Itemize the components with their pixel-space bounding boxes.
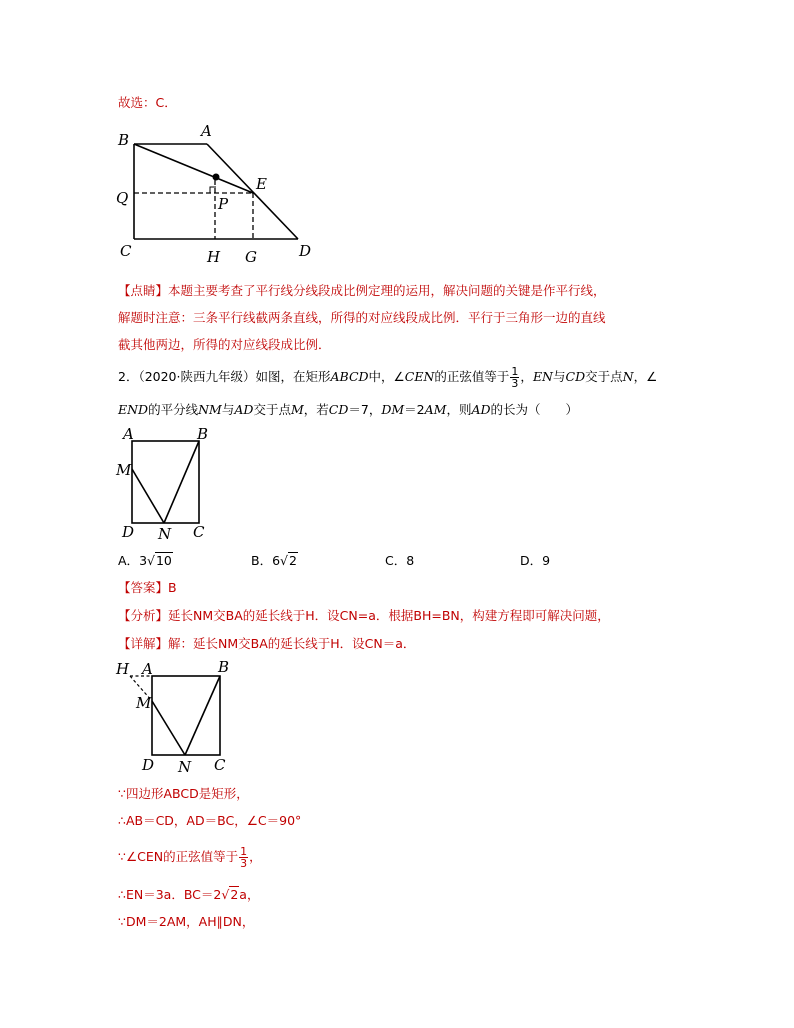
q2-text: 与 [553,369,566,384]
fig3-label-D: D [142,756,155,774]
fig2-label-M: M [116,461,132,479]
option-a: A．3√10 [118,553,172,568]
q2-text: ，∠ [633,369,658,384]
q2-text: ，则 [446,402,472,417]
q2-var: M [290,402,304,417]
fig3-label-N: N [178,758,192,776]
q2-var: ABCD [330,369,369,384]
question-source: （2020·陕西九年级） [138,369,256,384]
detail-line [118,635,415,653]
analysis-tag: 【分析】 [118,608,169,623]
question-2-line-2 [118,401,578,419]
q2-var: END [118,402,149,417]
detail-tag: 【详解】 [118,636,169,651]
fig1-label-A: A [201,122,212,140]
q2-text: ，若 [303,402,329,417]
fraction-denominator: 3 [511,377,519,390]
fig1-label-B: B [118,131,130,149]
q2-text: 如图，在矩形 [255,369,331,384]
fig1-label-P: P [218,195,229,213]
fig1-label-G: G [245,248,257,266]
fig2-label-N: N [158,525,172,542]
q2-text: 的平分线 [148,402,199,417]
q2-var: CD [565,369,586,384]
option-c: C．8 [385,553,415,568]
option-a-radicand: 10 [155,553,172,568]
fig1-label-C: C [120,242,132,260]
q2-var: DM [381,402,405,417]
q2-var: NM [198,402,222,417]
fig3-label-M: M [136,694,152,712]
option-a-coefficient: 3 [139,553,148,568]
fig1-label-E: E [256,175,267,193]
option-a-label: A． [118,553,140,568]
q2-text: 的正弦值等于 [434,369,510,384]
fig2-label-B: B [197,425,209,443]
analysis-line [118,607,610,625]
step-3-fraction [239,846,248,869]
comment-block [118,277,606,358]
question-number: 2． [118,369,139,384]
option-b-radicand: 2 [289,553,297,568]
step-1: ∵四边形ABCD是矩形， [118,786,249,801]
comment-line-3: 截其他两边，所得的对应线段成比例． [118,337,331,352]
q2-var: N [622,369,634,384]
step-4-radicand: 2 [230,887,239,902]
q2-text: 交于点 [585,369,623,384]
fig2-label-D: D [122,523,135,541]
q2-text: 的长为（ ） [490,402,579,417]
step-3-text: ∵∠CEN的正弦值等于 [118,849,239,864]
q2-var: AM [424,402,447,417]
step-3 [118,846,262,869]
q2-text: ＝7， [348,402,382,417]
fig3-label-H: H [116,660,130,678]
comment-line-2: 解题时注意：三条平行线截两条直线，所得的对应线段成比例．平行于三角形一边的直线 [118,310,606,325]
fig3-label-B: B [218,658,230,676]
detail-text: 解：延长NM交BA的延长线于H．设CN＝a． [168,636,416,651]
fraction-denominator: 3 [240,857,248,870]
answer-line [118,579,177,597]
fig3-label-C: C [214,756,226,774]
analysis-text: 延长NM交BA的延长线于H．设CN=a．根据BH=BN，构建方程即可解决问题， [168,608,610,623]
q2-text: 与 [221,402,235,417]
fig3-label-A: A [142,660,153,678]
conclusion-text: 故选：C． [118,95,177,110]
option-b: B．6√2 [251,553,297,568]
step-5: ∵DM＝2AM，AH∥DN， [118,914,255,929]
answer-value: B [168,580,177,595]
q2-text: ＝2 [404,402,425,417]
comment-line-1: 本题主要考查了平行线分线段成比例定理的运用，解决问题的关键是作平行线， [168,283,606,298]
trapezoid-figure [110,120,320,270]
fig1-label-D: D [299,242,312,260]
q2-text: 中，∠ [368,369,405,384]
fraction-numerator: 1 [511,365,519,378]
q2-var: EN [532,369,553,384]
step-4: ∴EN＝3a．BC＝2√2a， [118,887,260,902]
step-4-text-end: a， [239,887,260,902]
q2-fraction [510,366,519,389]
q2-var: AD [471,402,491,417]
question-2-line-1 [118,366,657,389]
fig1-label-Q: Q [116,189,129,207]
fig2-label-C: C [193,523,205,541]
fig1-label-H: H [207,248,221,266]
comment-tag: 【点睛】 [118,283,169,298]
step-2: ∴AB＝CD，AD＝BC，∠C＝90° [118,813,302,828]
step-4-text: ∴EN＝3a．BC＝2 [118,887,222,902]
answer-tag: 【答案】 [118,580,169,595]
fig2-label-A: A [123,425,134,443]
option-d: D．9 [520,553,551,568]
q2-var: CD [328,402,349,417]
option-b-coefficient: 6 [272,553,281,568]
fraction-numerator: 1 [240,845,248,858]
rectangle-figure [112,424,222,542]
q2-var: CEN [404,369,435,384]
q2-var: AD [234,402,254,417]
step-3-text-end: ， [249,849,262,864]
q2-text: 交于点 [253,402,291,417]
q2-text: ， [520,369,533,384]
option-b-label: B． [251,553,273,568]
rectangle-extension-figure [112,658,242,778]
